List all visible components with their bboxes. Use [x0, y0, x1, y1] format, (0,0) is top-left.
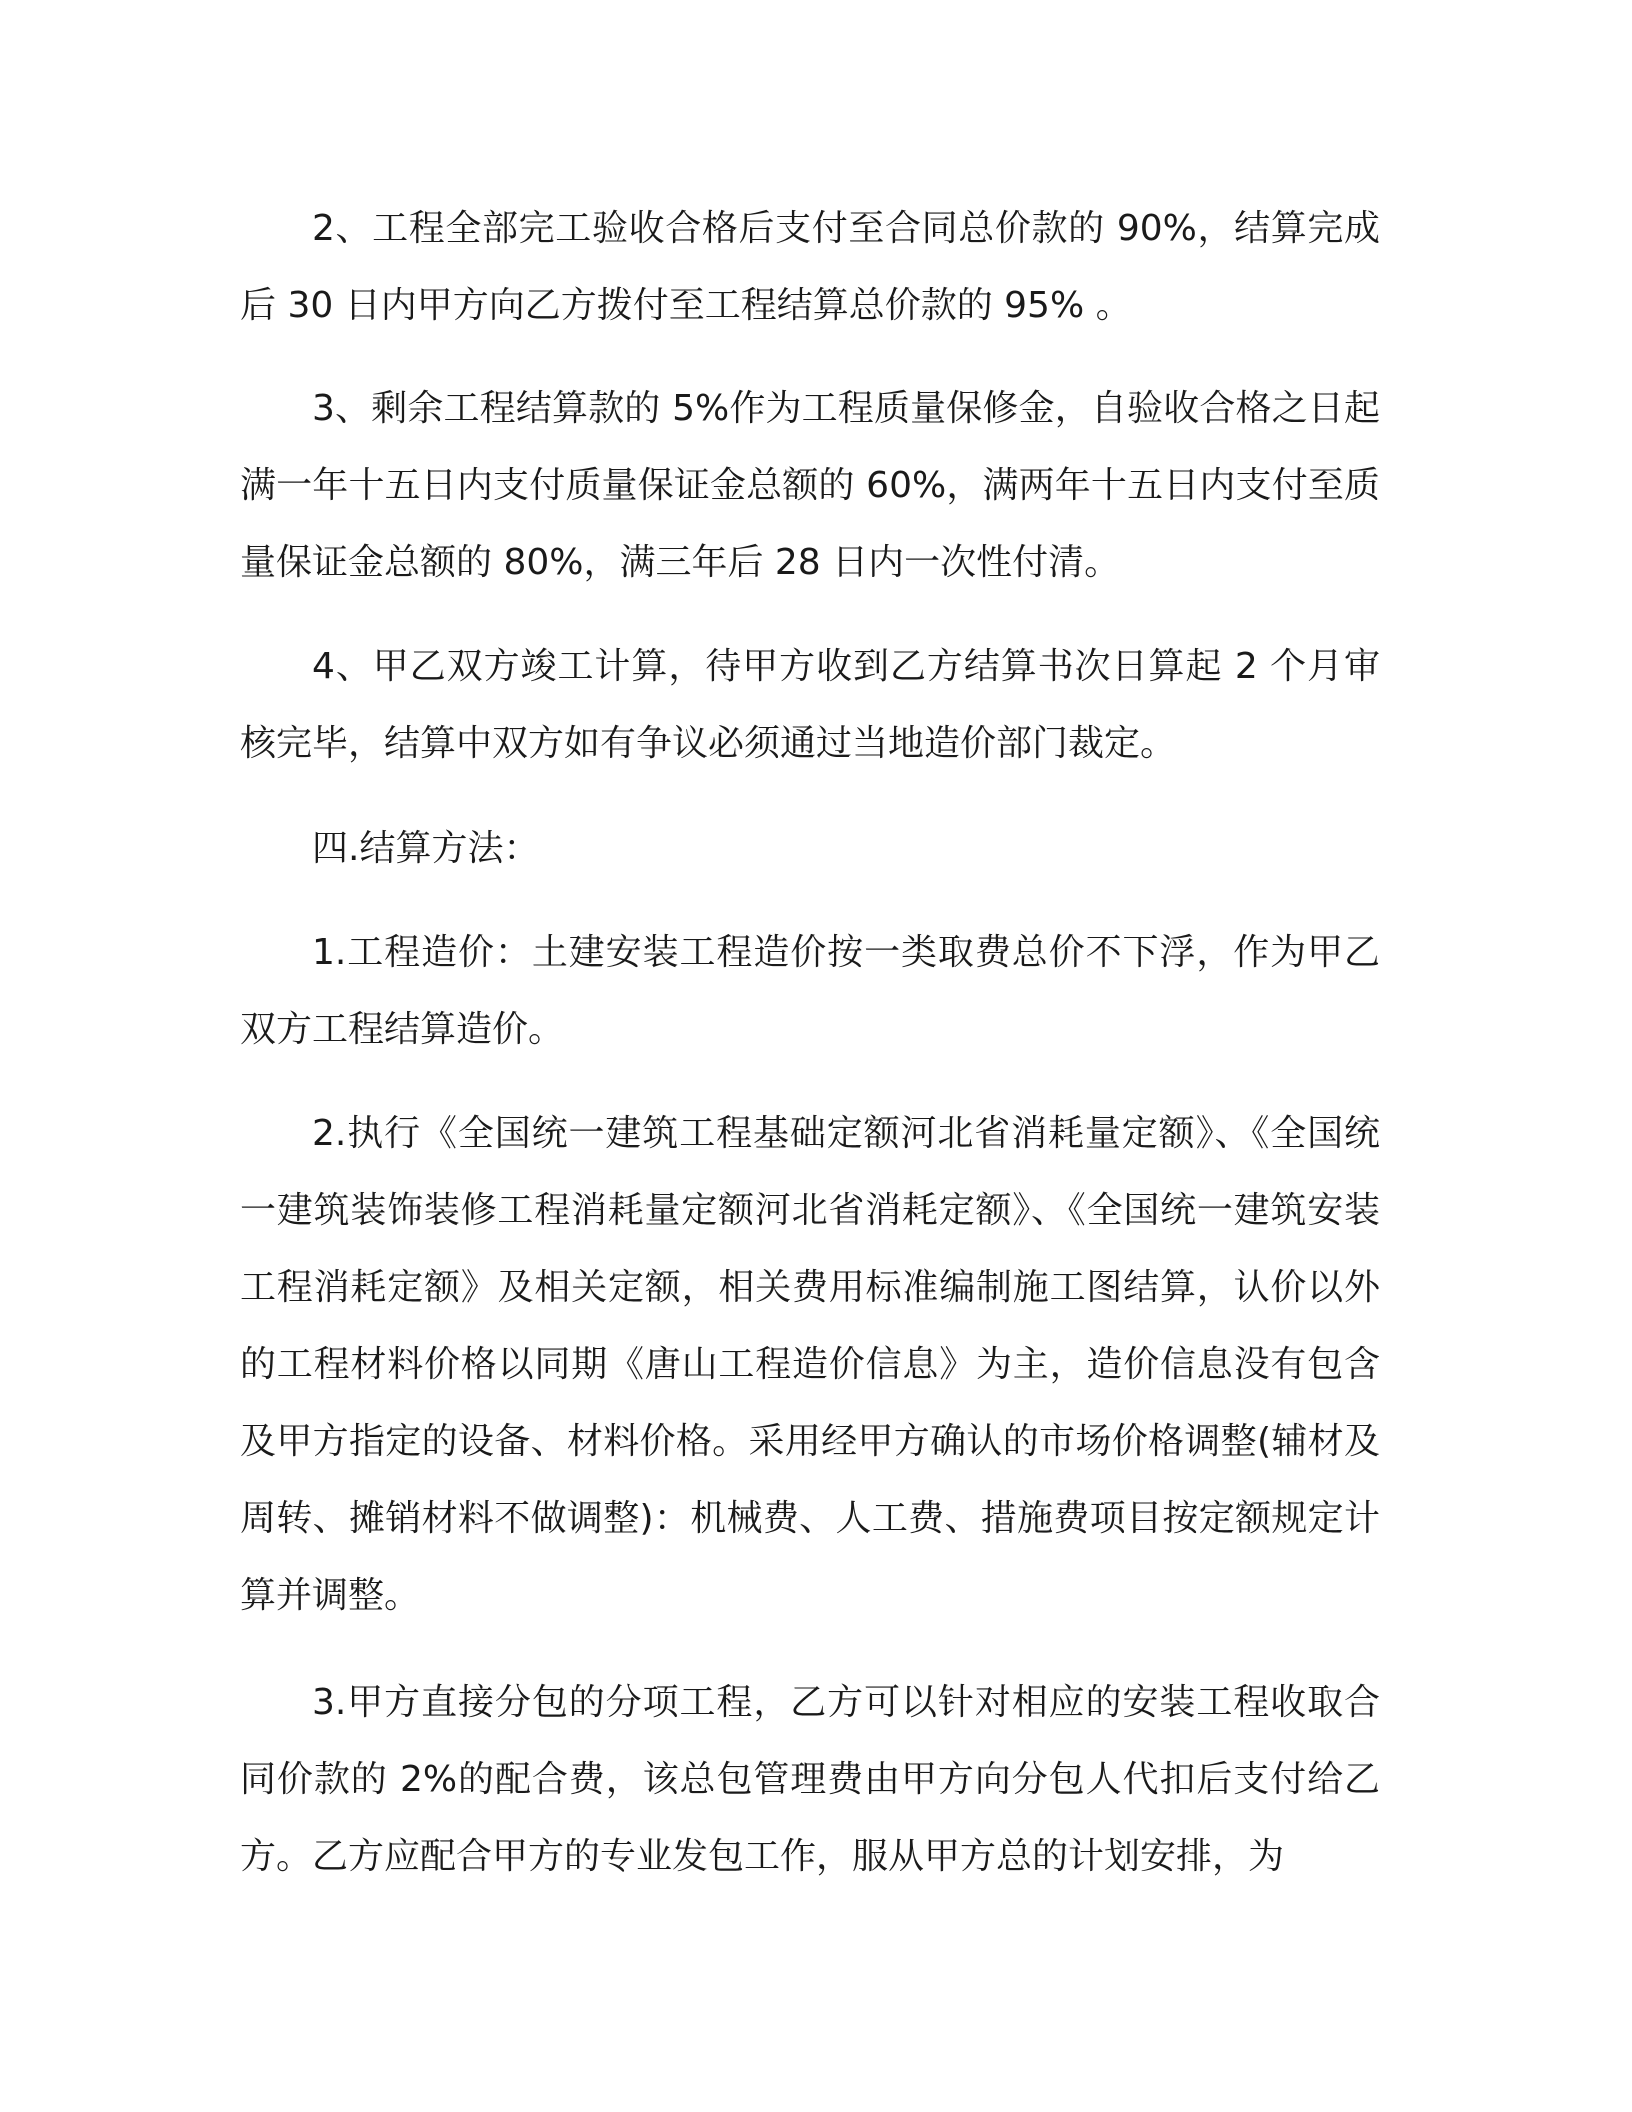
paragraph-quota-standards: 2.执行《全国统一建筑工程基础定额河北省消耗量定额》、《全国统一建筑装饰装修工程消耗量定额河北省消耗定额》、《全国统一建筑安装工程消耗定额》及相关定额，相关费用标准编制施工图结算，认价以外的工程材料价格以同期《唐山工程造价信息》为主，造价信息没有包含及甲方指定的设备、材料价格。采用经甲方确认的市场价格调整(辅材及周转、摊销材料不做调整)：机械费、人工费、措施费项目按定额规定计算并调整。 — [240, 1113, 1380, 1616]
paragraph-project-cost: 1.工程造价：土建安装工程造价按一类取费总价不下浮，作为甲乙双方工程结算造价。 — [240, 932, 1380, 1050]
section-heading-settlement-method: 四.结算方法： — [312, 828, 540, 869]
paragraph-final-accounting: 4、甲乙双方竣工计算，待甲方收到乙方结算书次日算起 2 个月审核完毕，结算中双方如有争议必须通过当地造价部门裁定。 — [240, 646, 1380, 764]
paragraph-payment-completion: 2、工程全部完工验收合格后支付至合同总价款的 90%，结算完成后 30 日内甲方向乙方拨付至工程结算总价款的 95% 。 — [240, 208, 1380, 326]
document-page — [240, 190, 1380, 1922]
paragraph-quality-retention: 3、剩余工程结算款的 5%作为工程质量保修金，自验收合格之日起满一年十五日内支付质量保证金总额的 60%，满两年十五日内支付至质量保证金总额的 80%，满三年后 28 日内一次性付清。 — [240, 388, 1380, 583]
paragraph-subcontract: 3.甲方直接分包的分项工程，乙方可以针对相应的安装工程收取合同价款的 2%的配合费，该总包管理费由甲方向分包人代扣后支付给乙方。乙方应配合甲方的专业发包工作，服从甲方总的计划安排，为 — [240, 1682, 1380, 1877]
